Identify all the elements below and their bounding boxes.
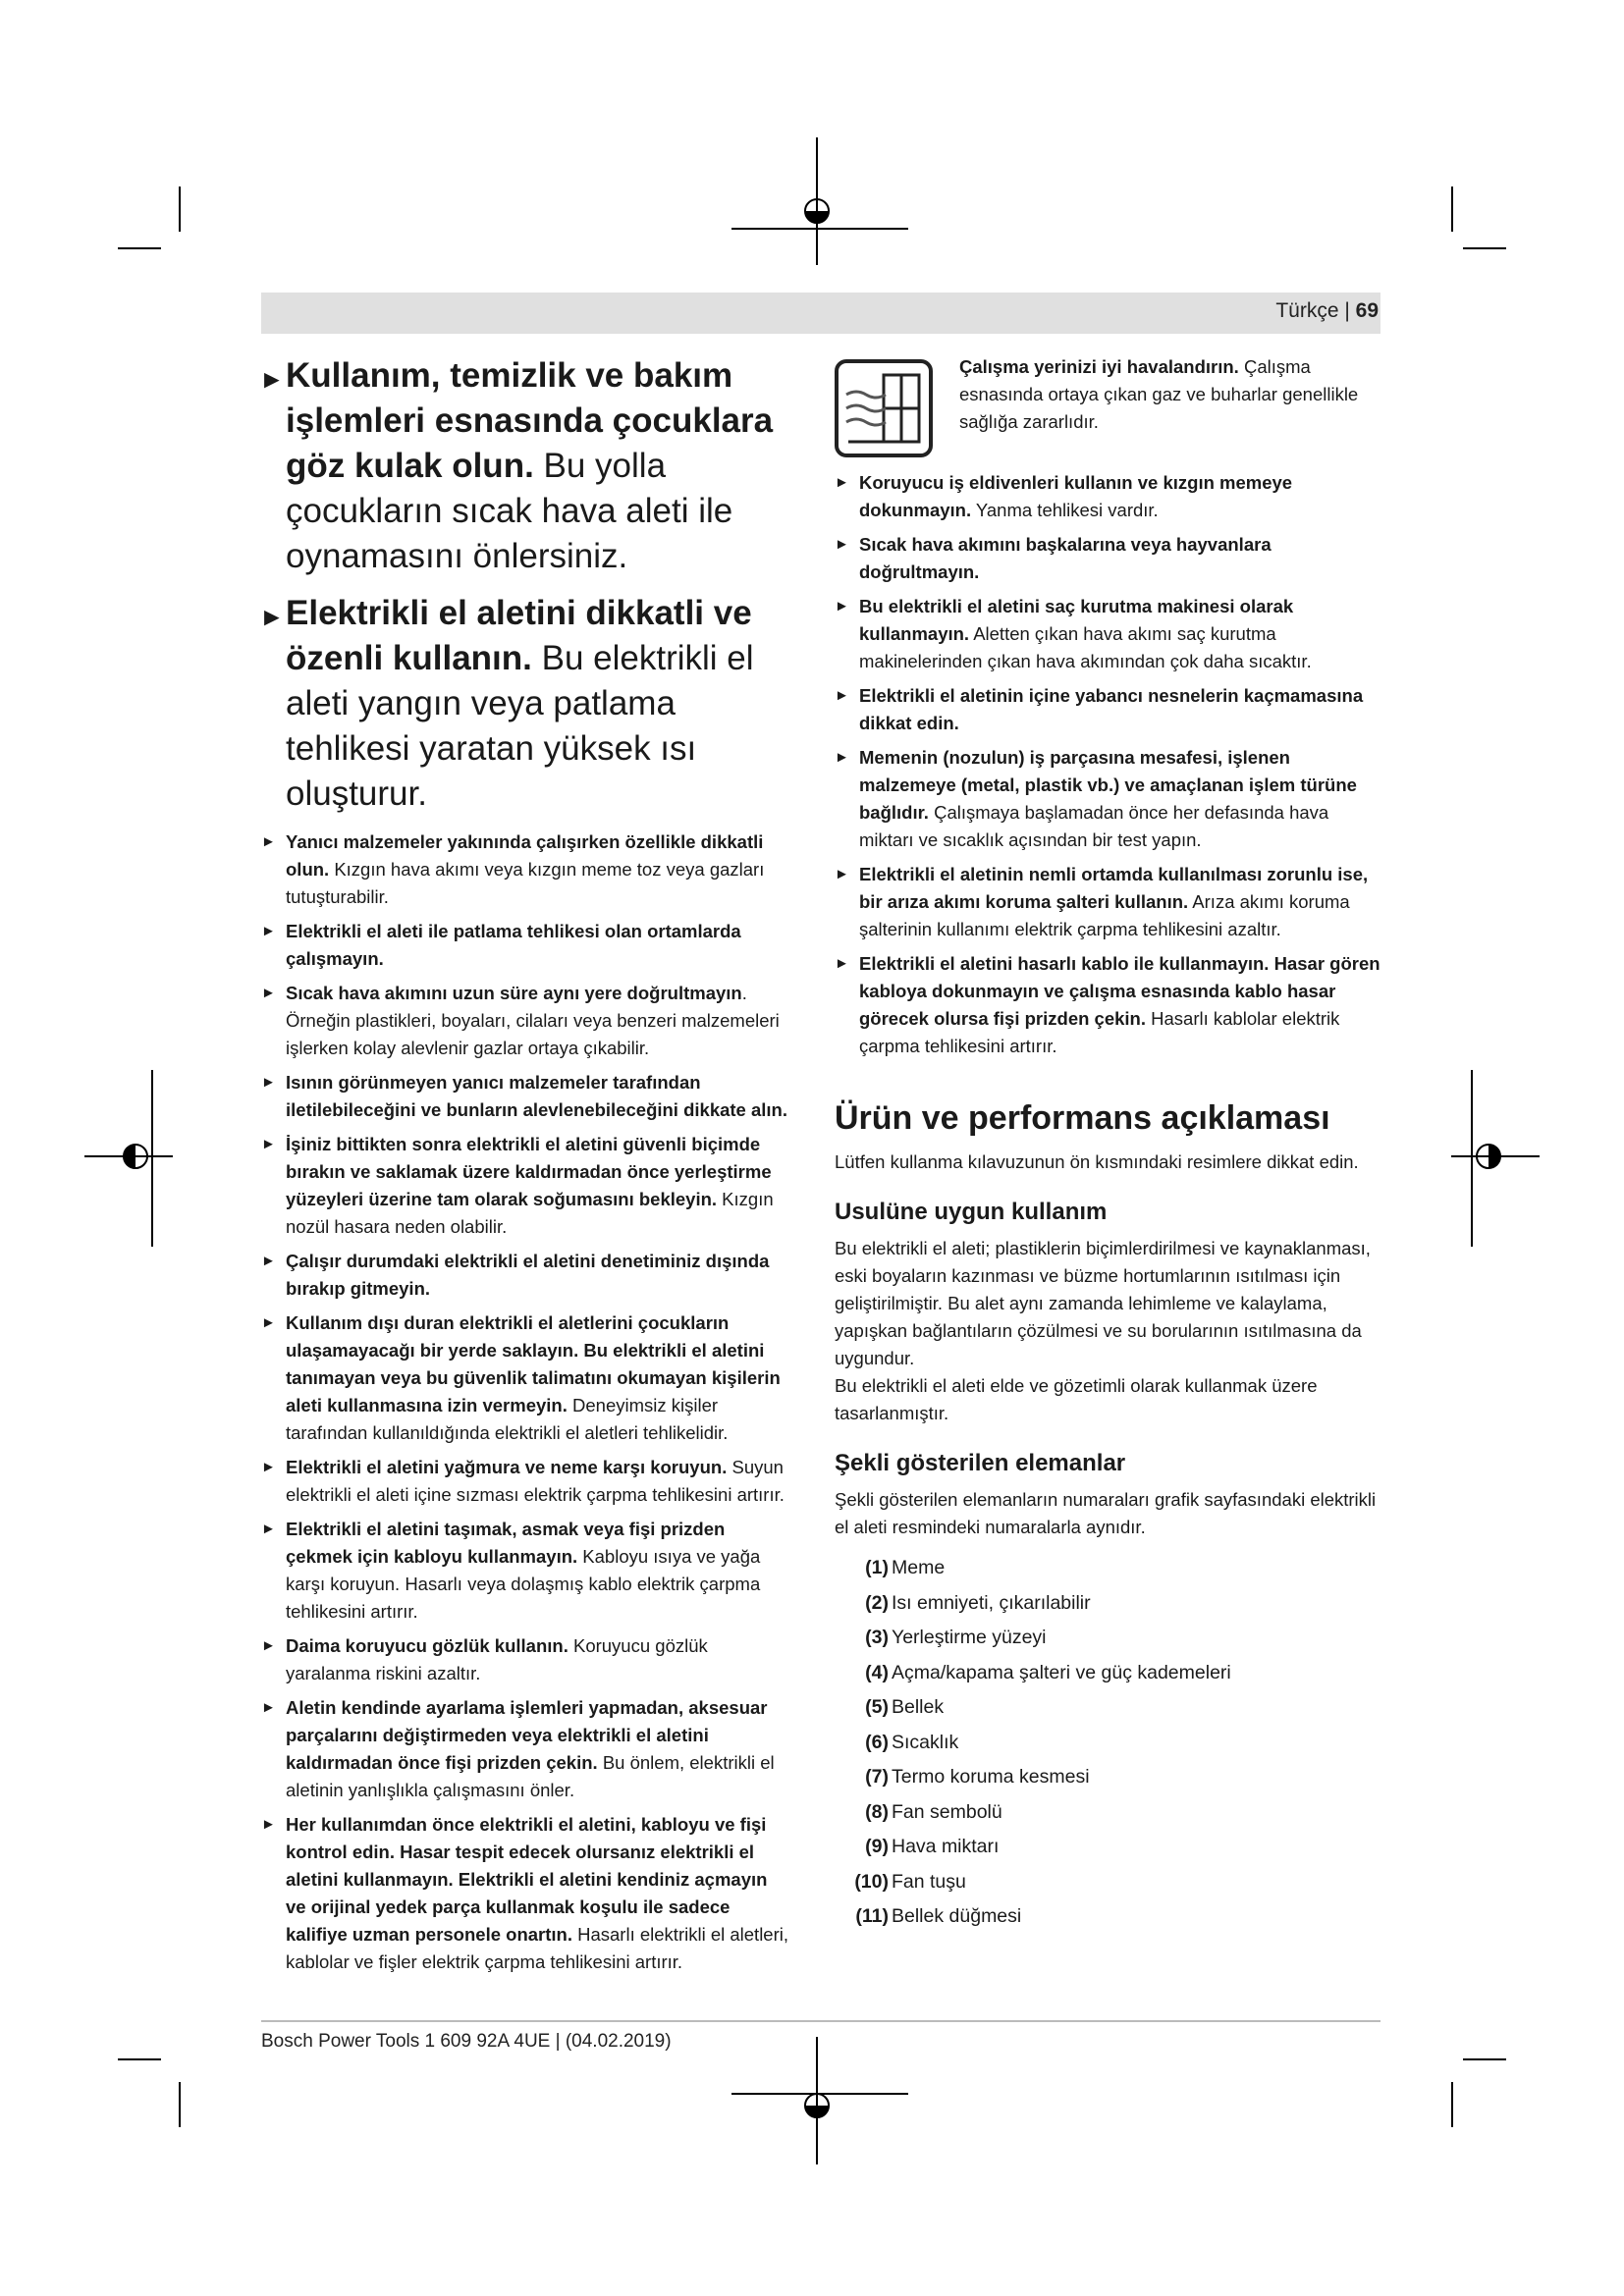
ventilation-notice: Çalışma yerinizi iyi havalandırın. Çalışma esnasında ortaya çıkan gaz ve buharlar genellikle sağlığa zararlıdır.	[835, 353, 1384, 461]
bullet-arrow-icon: ►	[835, 866, 849, 882]
bullet-arrow-icon: ►	[261, 1074, 276, 1091]
safety-item-large: ► Kullanım, temizlik ve bakım işlemleri esnasında çocuklara göz kulak olun. Bu yolla çocukların sıcak hava aleti ile oynamasını önlersiniz.	[259, 356, 774, 575]
list-item: (1) Meme	[865, 1557, 946, 1578]
list-item: (2) Isı emniyeti, çıkarılabilir	[865, 1591, 1091, 1614]
safety-item: ► Sıcak hava akımını uzun süre aynı yere doğrultmayın. Örneğin plastikleri, boyaları, cilaları veya benzeri malzemeleri işlerken kolay alevlenir gazlar ortaya çıkabilir.	[261, 980, 791, 1062]
bullet-arrow-icon: ►	[259, 602, 285, 631]
list-item: (7) Termo koruma kesmesi	[865, 1766, 1090, 1788]
parts-intro: Şekli gösterilen elemanların numaraları grafik sayfasındaki elektrikli el aleti resmindeki numaralarla aynıdır.	[835, 1489, 1377, 1537]
safety-item: ► Elektrikli el aletinin nemli ortamda kullanılması zorunlu ise, bir arıza akımı koruma şalteri kullanın. Arıza akımı koruma şalterinin kullanımı elektrik çarpma tehlikesini azaltır.	[835, 861, 1384, 943]
safety-item: ► İşiniz bittikten sonra elektrikli el aletini güvenli biçimde bırakın ve saklamak üzere kaldırmadan önce yerleştirme yüzeyleri üzerine tam olarak soğumasını bekleyin. Kızgın nozül hasara neden olabilir.	[261, 1131, 791, 1241]
list-item: (5) Bellek	[865, 1696, 945, 1718]
right-column	[835, 353, 1384, 1937]
list-item: (11) Bellek düğmesi	[855, 1905, 1022, 1927]
safety-item: ► Elektrikli el aleti ile patlama tehlikesi olan ortamlarda çalışmayın.	[261, 918, 791, 973]
safety-item: ► Memenin (nozulun) iş parçasına mesafesi, işlenen malzemeye (metal, plastik vb.) ve amaçlanan işlem türüne bağlıdır. Çalışmaya başlamadan önce her defasında hava miktarı ve sıcaklık açısından bir test yapın.	[835, 744, 1384, 854]
list-item: (3) Yerleştirme yüzeyi	[865, 1627, 1047, 1648]
safety-item: ► Isının görünmeyen yanıcı malzemeler tarafından iletilebileceğini ve bunların alevlenebileceğini dikkate alın.	[261, 1069, 791, 1124]
bullet-arrow-icon: ►	[261, 833, 276, 850]
left-column	[261, 353, 791, 1983]
bullet-arrow-icon: ►	[261, 1253, 276, 1269]
header-language: Türkçe	[1275, 299, 1339, 322]
safety-item: ► Sıcak hava akımını başkalarına veya hayvanlara doğrultmayın.	[835, 531, 1384, 586]
ventilation-window-icon	[835, 359, 933, 457]
registration-mark-bottom	[731, 2037, 908, 2164]
usage-title: Usulüne uygun kullanım	[835, 1199, 1108, 1225]
list-item: (8) Fan sembolü	[865, 1800, 1002, 1823]
bullet-arrow-icon: ►	[259, 364, 285, 394]
bullet-arrow-icon: ►	[261, 1816, 276, 1833]
parts-list	[835, 1553, 1384, 1937]
bullet-arrow-icon: ►	[261, 1136, 276, 1152]
header-band	[261, 293, 1380, 334]
safety-item: ► Çalışır durumdaki elektrikli el aletini denetiminiz dışında bırakıp gitmeyin.	[261, 1248, 791, 1303]
page-number: 69	[1355, 299, 1379, 322]
safety-item: ► Daima koruyucu gözlük kullanın. Koruyucu gözlük yaralanma riskini azaltır.	[261, 1632, 791, 1687]
bullet-arrow-icon: ►	[261, 923, 276, 939]
safety-item: ► Koruyucu iş eldivenleri kullanın ve kızgın memeye dokunmayın. Yanma tehlikesi vardır.	[835, 469, 1384, 524]
footer-rule	[261, 2020, 1380, 2022]
safety-item: ► Elektrikli el aletini taşımak, asmak veya fişi prizden çekmek için kabloyu kullanmayın. Kabloyu ısıya ve yağa karşı koruyun. Hasarlı veya dolaşmış kablo elektrik çarpma tehlikesini artırır.	[261, 1516, 791, 1626]
bullet-arrow-icon: ►	[261, 1459, 276, 1475]
bullet-arrow-icon: ►	[835, 598, 849, 614]
registration-mark-right	[1451, 1070, 1540, 1247]
list-item: (6) Sıcaklık	[865, 1731, 959, 1753]
list-item: (10) Fan tuşu	[854, 1870, 966, 1893]
safety-item: ► Elektrikli el aletini hasarlı kablo ile kullanmayın. Hasar gören kabloya dokunmayın ve çalışma esnasında kablo hasar görecek olursa fişi prizden çekin. Hasarlı kablolar elektrik çarpma tehlikesini artırır.	[835, 950, 1384, 1060]
usage-text-2: Bu elektrikli el aleti elde ve gözetimli olarak kullanmak üzere tasarlanmıştır.	[835, 1375, 1318, 1423]
safety-item: ► Yanıcı malzemeler yakınında çalışırken özellikle dikkatli olun. Kızgın hava akımı veya kızgın meme toz veya gazları tutuşturabilir.	[261, 828, 791, 911]
list-item: (4) Açma/kapama şalteri ve güç kademeleri	[865, 1661, 1231, 1683]
section-intro: Lütfen kullanma kılavuzunun ön kısmındaki resimlere dikkat edin.	[835, 1151, 1359, 1172]
bullet-arrow-icon: ►	[835, 474, 849, 491]
usage-text: Bu elektrikli el aleti; plastiklerin biçimlerdirilmesi ve kaynaklanması, eski boyaların kazınması ve büzme hortumlarının ısıtılması için geliştirilmiştir. Bu alet aynı zamanda lehimleme ve kalaylama, yapışkan bağlantıların çözülmesi ve su borularının ısıtılmasına da uygundur.	[835, 1238, 1371, 1368]
bullet-arrow-icon: ►	[261, 1637, 276, 1654]
safety-item: ► Kullanım dışı duran elektrikli el aletlerini çocukların ulaşamayacağı bir yerde saklayın. Bu elektrikli el aletini tanımayan veya bu güvenlik talimatını okumayan kişilerin aleti kullanmasına izin vermeyin. Deneyimsiz kişiler tarafından kullanıldığında elektrikli el aletleri tehlikelidir.	[261, 1309, 791, 1447]
list-item: (9) Hava miktarı	[865, 1836, 1000, 1857]
section-title: Ürün ve performans açıklaması	[835, 1099, 1330, 1137]
safety-item: ► Aletin kendinde ayarlama işlemleri yapmadan, aksesuar parçalarını değiştirmeden veya elektrikli el aletini kaldırmadan önce fişi prizden çekin. Bu önlem, elektrikli el aletinin yanlışlıkla çalışmasını önler.	[261, 1694, 791, 1804]
bullet-arrow-icon: ►	[261, 1314, 276, 1331]
bullet-arrow-icon: ►	[835, 955, 849, 972]
bullet-arrow-icon: ►	[835, 687, 849, 704]
safety-item: ► Bu elektrikli el aletini saç kurutma makinesi olarak kullanmayın. Aletten çıkan hava akımı saç kurutma makinelerinden çıkan hava akımından çok daha sıcaktır.	[835, 593, 1384, 675]
registration-mark-top	[731, 137, 908, 265]
bullet-arrow-icon: ►	[261, 985, 276, 1001]
safety-item: ► Her kullanımdan önce elektrikli el aletini, kabloyu ve fişi kontrol edin. Hasar tespit edecek olursanız elektrikli el aletini kullanmayın. Elektrikli el aletini kendiniz açmayın ve orijinal yedek parça kullanmak koşulu ile sadece kalifiye uzman personele onartın. Hasarlı elektrikli el aletleri, kablolar ve fişler elektrik çarpma tehlikesini artırır.	[261, 1811, 791, 1976]
safety-item: ► Elektrikli el aletini yağmura ve neme karşı koruyun. Suyun elektrikli el aleti içine sızması elektrik çarpma tehlikesini artırır.	[261, 1454, 791, 1509]
bullet-arrow-icon: ►	[261, 1699, 276, 1716]
bullet-arrow-icon: ►	[261, 1521, 276, 1537]
registration-mark-left	[84, 1070, 173, 1247]
page-footer: Bosch Power Tools 1 609 92A 4UE | (04.02.2019)	[261, 2031, 672, 2052]
bullet-arrow-icon: ►	[835, 749, 849, 766]
safety-item-large: ► Elektrikli el aletini dikkatli ve özenli kullanın. Bu elektrikli el aleti yangın veya patlama tehlikesi yaratan yüksek ısı oluşturur.	[259, 594, 754, 813]
page-header: Türkçe | 69	[1275, 299, 1379, 322]
safety-item: ► Elektrikli el aletinin içine yabancı nesnelerin kaçmamasına dikkat edin.	[835, 682, 1384, 737]
bullet-arrow-icon: ►	[835, 536, 849, 553]
parts-title: Şekli gösterilen elemanlar	[835, 1450, 1126, 1476]
